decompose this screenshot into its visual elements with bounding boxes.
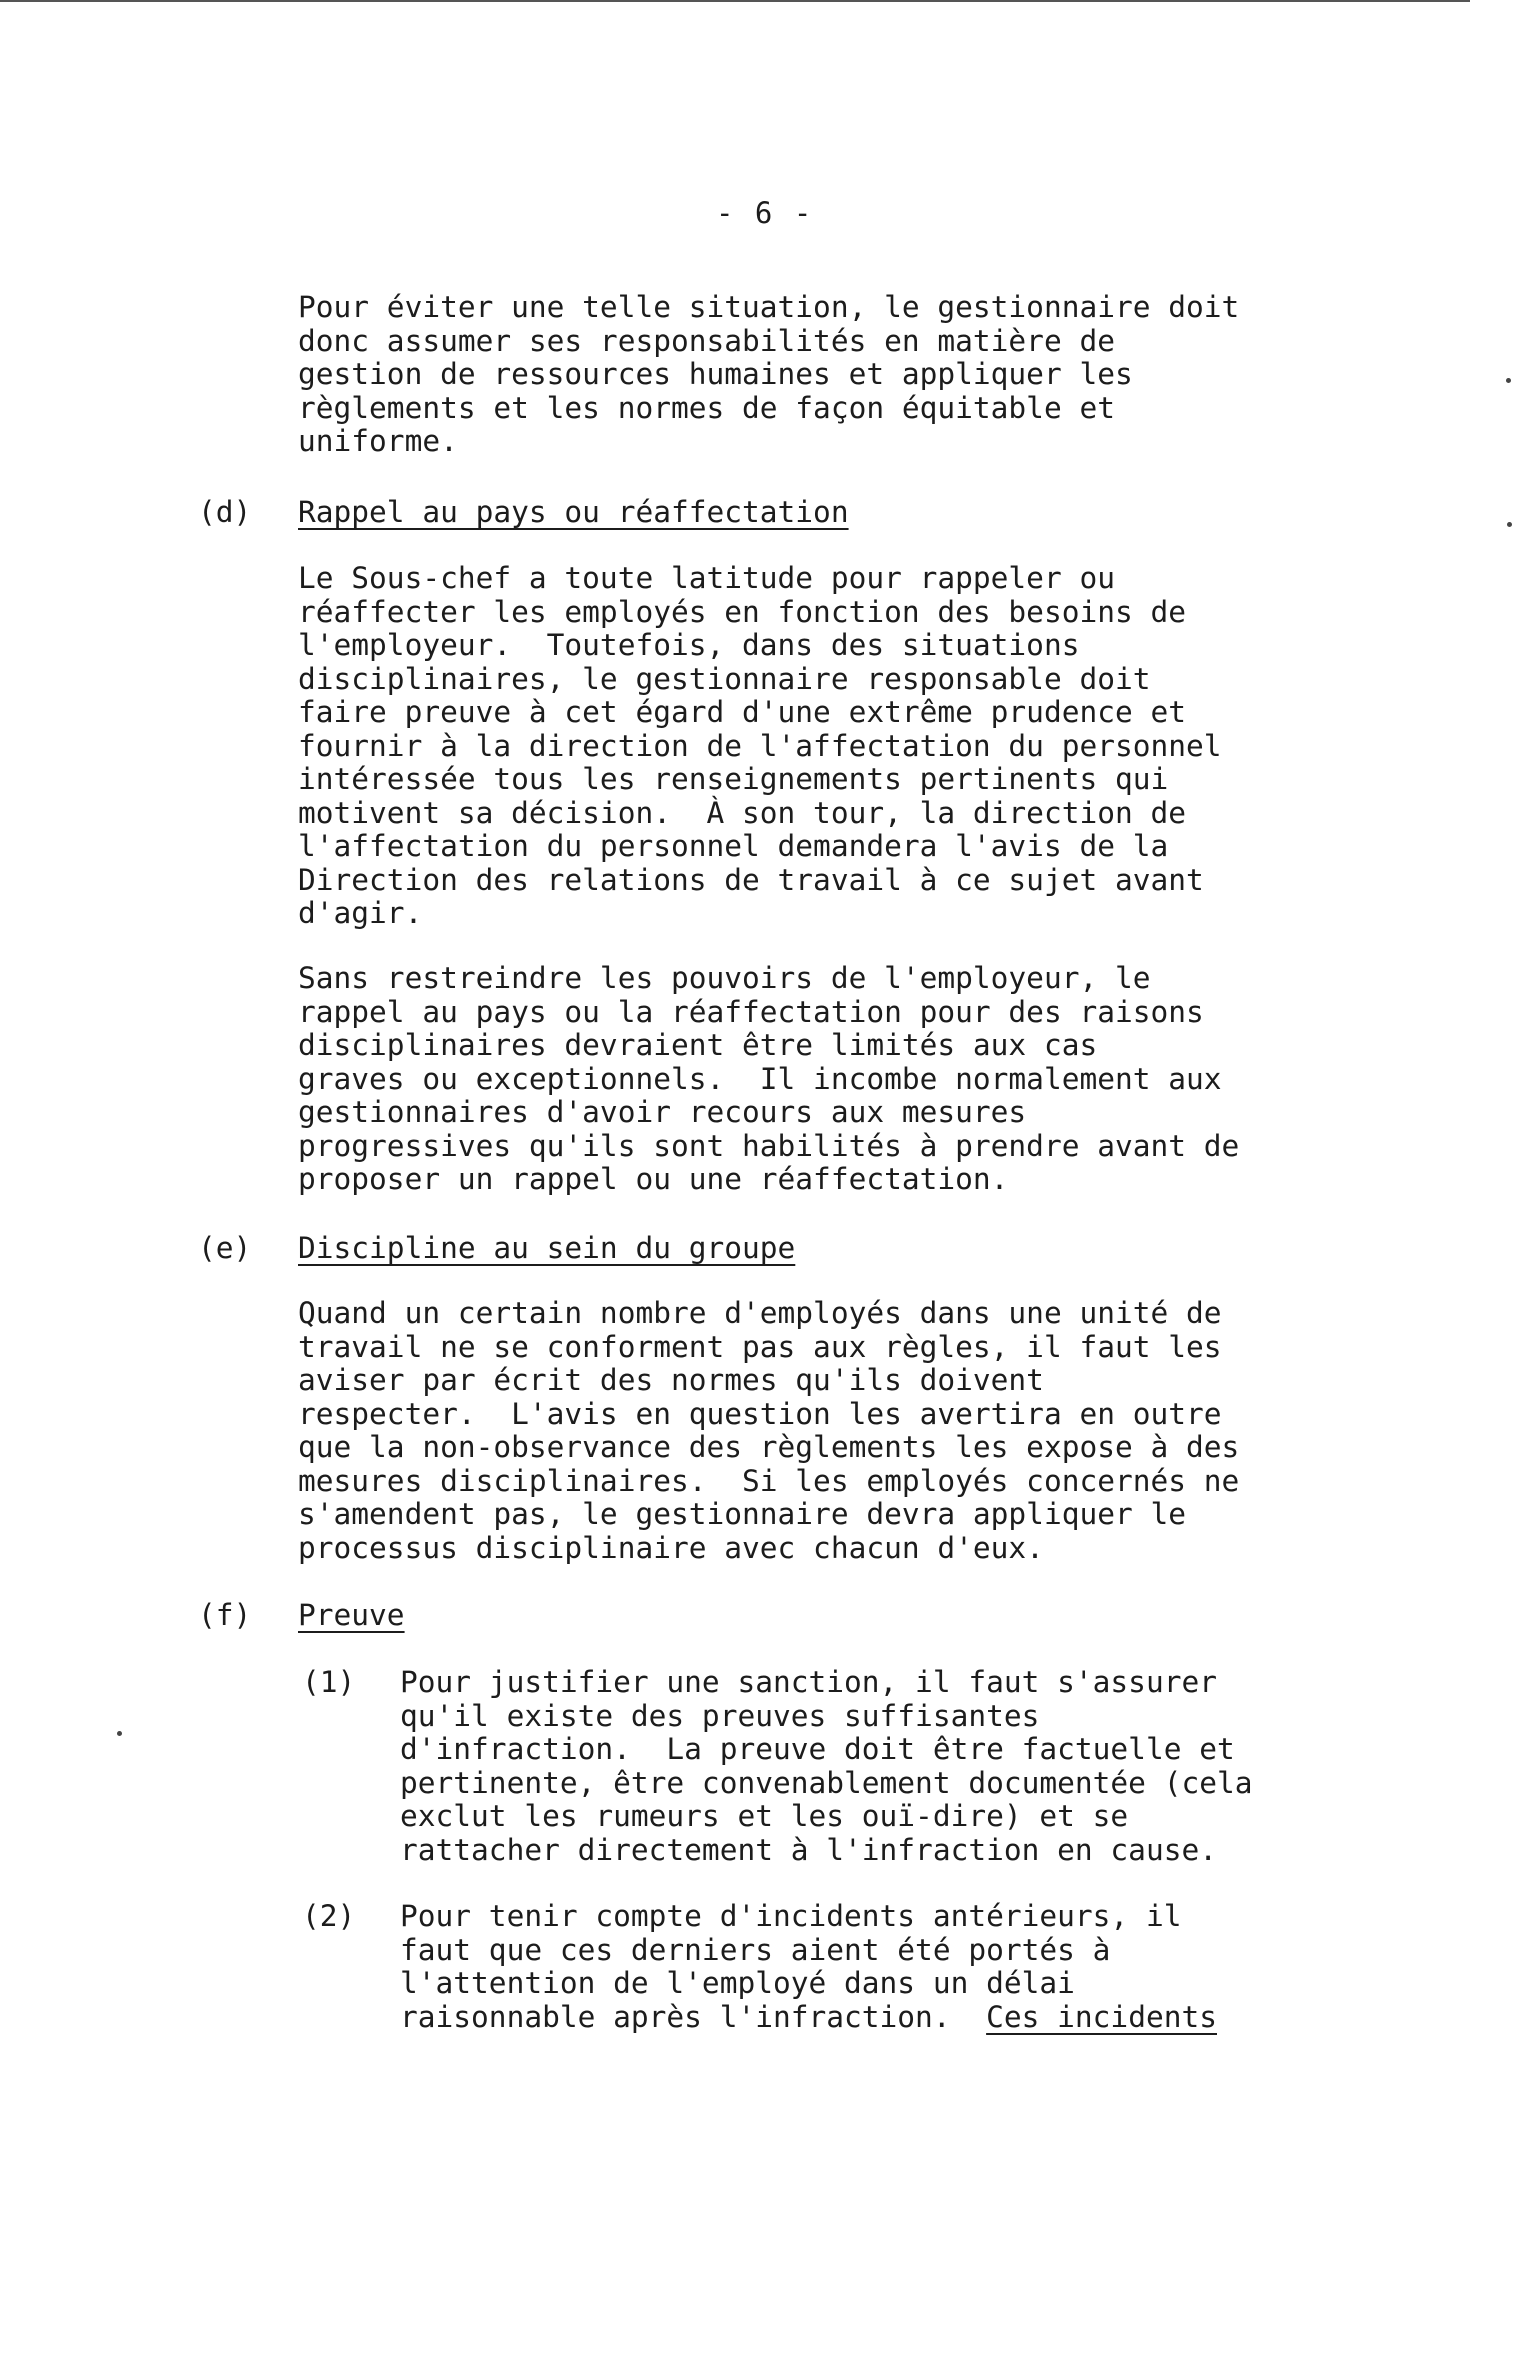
section-e-heading: Discipline au sein du groupe: [298, 1231, 796, 1265]
item-1-number: (1): [302, 1665, 356, 1699]
item-1-text: Pour justifier une sanction, il faut s'assurer qu'il existe des preuves suffisantes d'infraction. La preuve doit être factuelle et pertinente, être convenablement documentée (cela exclut les rumeurs et les ouï-dire) et se rattacher directement à l'infraction en cause.: [400, 1665, 1253, 1867]
item-2-underlined-tail: Ces incidents: [986, 1999, 1217, 2034]
page-number: - 6 -: [716, 196, 814, 230]
section-e-paragraph: Quand un certain nombre d'employés dans une unité de travail ne se conforment pas aux règles, il faut les aviser par écrit des normes qu'ils doivent respecter. L'avis en question les avertira en outre que la non-observance des règlements les expose à des mesures disciplinaires. Si les employés concernés ne s'amendent pas, le gestionnaire devra appliquer le processus disciplinaire avec chacun d'eux.: [298, 1296, 1240, 1565]
item-2-text-main: Pour tenir compte d'incidents antérieurs, il faut que ces derniers aient été portés à l'attention de l'employé dans un délai raisonnable après l'infraction.: [400, 1899, 1182, 2034]
section-d-label: (d): [198, 495, 252, 529]
section-d-paragraph-2: Sans restreindre les pouvoirs de l'employeur, le rappel au pays ou la réaffectation pour des raisons disciplinaires devraient être limités aux cas graves ou exceptionnels. Il incombe normalement aux gestionnaires d'avoir recours aux mesures progressives qu'ils sont habilités à prendre avant de proposer un rappel ou une réaffectation.: [298, 961, 1240, 1196]
item-2-text: [400, 1900, 1217, 2034]
section-d-paragraph-1: Le Sous-chef a toute latitude pour rappeler ou réaffecter les employés en fonction des besoins de l'employeur. Toutefois, dans des situations disciplinaires, le gestionnaire responsable doit faire preuve à cet égard d'une extrême prudence et fournir à la direction de l'affectation du personnel intéressée tous les renseignements pertinents qui motivent sa décision. À son tour, la direction de l'affectation du personnel demandera l'avis de la Direction des relations de travail à ce sujet avant d'agir.: [298, 561, 1222, 930]
scan-top-edge: [0, 0, 1470, 2]
section-e-label: (e): [198, 1231, 252, 1265]
item-2-number: (2): [302, 1899, 356, 1933]
scan-speck: [117, 1731, 122, 1736]
scan-speck: [1507, 522, 1512, 527]
scan-speck: [1506, 378, 1511, 383]
section-f-heading: Preuve: [298, 1598, 405, 1632]
intro-paragraph: Pour éviter une telle situation, le gestionnaire doit donc assumer ses responsabilités en matière de gestion de ressources humaines et appliquer les règlements et les normes de façon équitable et uniforme.: [298, 290, 1240, 458]
section-f-label: (f): [198, 1598, 252, 1632]
section-d-heading: Rappel au pays ou réaffectation: [298, 495, 849, 529]
